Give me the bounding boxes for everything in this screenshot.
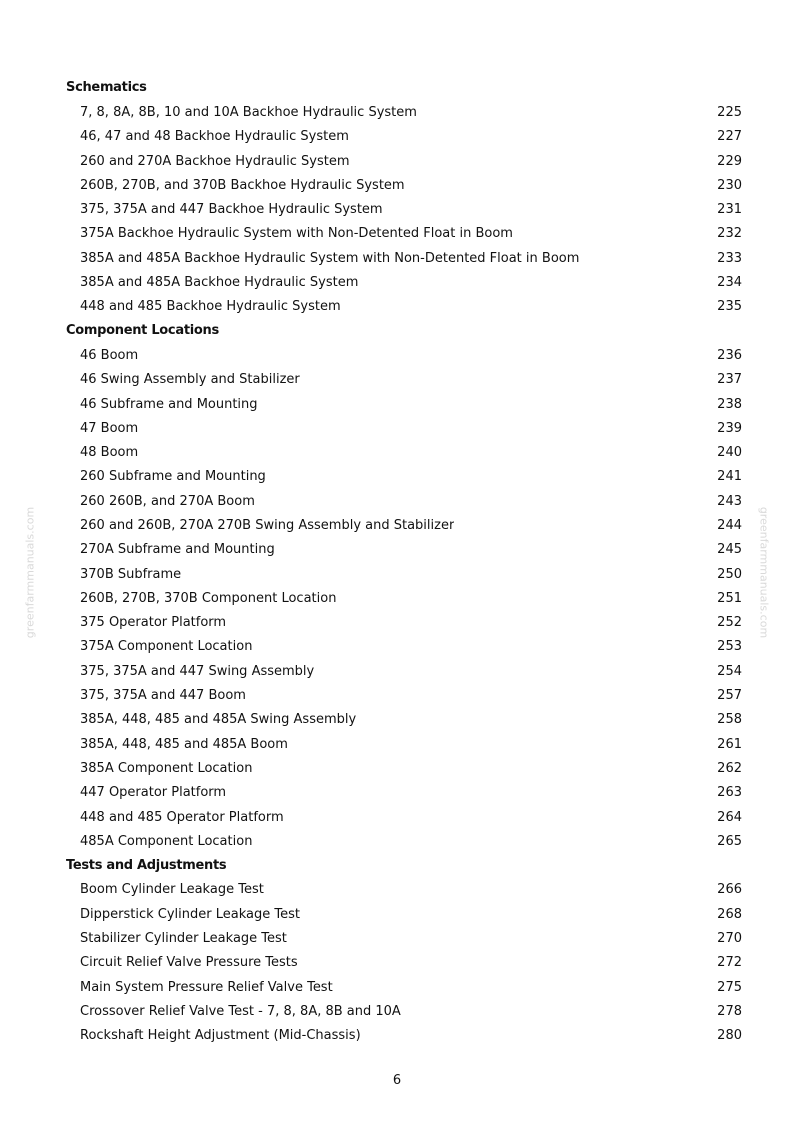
- toc-entry[interactable]: [66, 440, 742, 464]
- toc-entry[interactable]: [66, 489, 742, 513]
- toc-entry-title: 260B, 270B, and 370B Backhoe Hydraulic System: [80, 177, 405, 193]
- toc-entry-page: 240: [717, 445, 742, 461]
- toc-entry[interactable]: [66, 756, 742, 780]
- toc-entry[interactable]: [66, 708, 742, 732]
- toc-entry[interactable]: [66, 635, 742, 659]
- toc-entry-title: 448 and 485 Backhoe Hydraulic System: [80, 299, 341, 315]
- toc-entry[interactable]: [66, 125, 742, 149]
- toc-entry-title: 260B, 270B, 370B Component Location: [80, 590, 337, 606]
- toc-entry[interactable]: [66, 222, 742, 246]
- toc-entry[interactable]: [66, 878, 742, 902]
- page-number: 6: [392, 1073, 402, 1088]
- toc-entry-page: 237: [717, 372, 742, 388]
- toc-entry-page: 252: [717, 615, 742, 631]
- toc-entry[interactable]: [66, 246, 742, 270]
- toc-entry-page: 262: [717, 760, 742, 776]
- toc-entry-page: 263: [717, 785, 742, 801]
- table-of-contents: [66, 76, 742, 1048]
- toc-entry-page: 225: [717, 104, 742, 120]
- toc-entry-title: 385A Component Location: [80, 760, 253, 776]
- toc-entry-title: Circuit Relief Valve Pressure Tests: [80, 955, 298, 971]
- toc-entry-page: 268: [717, 906, 742, 922]
- toc-entry[interactable]: [66, 416, 742, 440]
- toc-entry-page: 232: [717, 226, 742, 242]
- toc-entry-page: 250: [717, 566, 742, 582]
- toc-entry-title: 375, 375A and 447 Boom: [80, 688, 246, 704]
- toc-entry[interactable]: [66, 829, 742, 853]
- toc-entry[interactable]: [66, 1024, 742, 1048]
- toc-entry-page: 270: [717, 931, 742, 947]
- toc-entry-page: 233: [717, 250, 742, 266]
- toc-entry-title: 447 Operator Platform: [80, 785, 227, 801]
- toc-entry[interactable]: [66, 975, 742, 999]
- toc-entry-title: 46 Swing Assembly and Stabilizer: [80, 372, 300, 388]
- toc-entry[interactable]: [66, 295, 742, 319]
- toc-entry[interactable]: [66, 781, 742, 805]
- toc-entry-title: Rockshaft Height Adjustment (Mid-Chassis): [80, 1028, 361, 1044]
- toc-entry-title: 448 and 485 Operator Platform: [80, 809, 284, 825]
- toc-entry-page: 229: [717, 153, 742, 169]
- toc-entry-title: 260 and 270A Backhoe Hydraulic System: [80, 153, 350, 169]
- toc-entry-page: 234: [717, 275, 742, 291]
- toc-entry-title: Stabilizer Cylinder Leakage Test: [80, 931, 287, 947]
- toc-entry-title: 485A Component Location: [80, 833, 253, 849]
- toc-entry[interactable]: [66, 149, 742, 173]
- toc-entry[interactable]: [66, 270, 742, 294]
- toc-entry-page: 266: [717, 882, 742, 898]
- toc-entry-page: 258: [717, 712, 742, 728]
- toc-entry-page: 261: [717, 736, 742, 752]
- toc-entry-page: 244: [717, 517, 742, 533]
- toc-entry-page: 236: [717, 347, 742, 363]
- toc-entry[interactable]: [66, 538, 742, 562]
- toc-entry-page: 264: [717, 809, 742, 825]
- toc-entry-title: 375A Component Location: [80, 639, 253, 655]
- toc-entry-page: 235: [717, 299, 742, 315]
- toc-entry-page: 238: [717, 396, 742, 412]
- toc-entry-page: 257: [717, 688, 742, 704]
- toc-entry-title: 370B Subframe: [80, 566, 182, 582]
- toc-entry[interactable]: [66, 586, 742, 610]
- toc-entry-title: 46 Boom: [80, 347, 139, 363]
- toc-entry-title: 385A and 485A Backhoe Hydraulic System with Non-Detented Float in Boom: [80, 250, 580, 266]
- toc-entry-title: 47 Boom: [80, 420, 139, 436]
- section-heading: Tests and Adjustments: [66, 857, 227, 873]
- toc-entry-title: 385A, 448, 485 and 485A Swing Assembly: [80, 712, 357, 728]
- toc-entry-title: 375, 375A and 447 Backhoe Hydraulic System: [80, 202, 383, 218]
- toc-entry-page: 245: [717, 542, 742, 558]
- toc-entry-page: 230: [717, 177, 742, 193]
- toc-entry-page: 241: [717, 469, 742, 485]
- toc-entry-title: 375A Backhoe Hydraulic System with Non-Detented Float in Boom: [80, 226, 513, 242]
- toc-entry-page: 239: [717, 420, 742, 436]
- toc-entry[interactable]: [66, 368, 742, 392]
- toc-entry-page: 251: [717, 590, 742, 606]
- toc-entry-page: 231: [717, 202, 742, 218]
- watermark-right: greenfarmmanuals.com: [757, 506, 771, 639]
- toc-entry[interactable]: [66, 343, 742, 367]
- toc-entry[interactable]: [66, 611, 742, 635]
- toc-entry-title: 46 Subframe and Mounting: [80, 396, 258, 412]
- toc-entry-title: 46, 47 and 48 Backhoe Hydraulic System: [80, 129, 349, 145]
- toc-entry-title: 48 Boom: [80, 445, 139, 461]
- toc-entry-title: Boom Cylinder Leakage Test: [80, 882, 264, 898]
- toc-entry[interactable]: [66, 805, 742, 829]
- toc-entry-title: Dipperstick Cylinder Leakage Test: [80, 906, 300, 922]
- toc-entry-title: 270A Subframe and Mounting: [80, 542, 275, 558]
- toc-entry[interactable]: [66, 197, 742, 221]
- toc-entry[interactable]: [66, 465, 742, 489]
- toc-entry-title: 375 Operator Platform: [80, 615, 227, 631]
- section-heading: Schematics: [66, 80, 147, 95]
- toc-entry-page: 272: [717, 955, 742, 971]
- toc-entry-title: Crossover Relief Valve Test - 7, 8, 8A, 8B and 10A: [80, 1003, 401, 1019]
- toc-entry[interactable]: [66, 951, 742, 975]
- toc-entry[interactable]: [66, 562, 742, 586]
- toc-entry-page: 227: [717, 129, 742, 145]
- toc-entry-page: 280: [717, 1028, 742, 1044]
- toc-entry[interactable]: [66, 902, 742, 926]
- toc-entry-page: 243: [717, 493, 742, 509]
- toc-entry[interactable]: [66, 926, 742, 950]
- toc-entry-page: 254: [717, 663, 742, 679]
- toc-entry[interactable]: [66, 173, 742, 197]
- toc-entry[interactable]: [66, 100, 742, 124]
- toc-entry-title: 7, 8, 8A, 8B, 10 and 10A Backhoe Hydraulic System: [80, 104, 417, 120]
- toc-entry-title: 385A and 485A Backhoe Hydraulic System: [80, 275, 359, 291]
- toc-entry-title: Main System Pressure Relief Valve Test: [80, 979, 333, 995]
- section-heading: Component Locations: [66, 322, 219, 338]
- toc-entry-page: 278: [717, 1003, 742, 1019]
- toc-entry-title: 260 and 260B, 270A 270B Swing Assembly and Stabilizer: [80, 517, 455, 533]
- toc-entry-page: 275: [717, 979, 742, 995]
- toc-entry[interactable]: [66, 392, 742, 416]
- toc-entry[interactable]: [66, 683, 742, 707]
- toc-entry-page: 253: [717, 639, 742, 655]
- toc-entry-title: 260 260B, and 270A Boom: [80, 493, 255, 509]
- toc-entry-title: 375, 375A and 447 Swing Assembly: [80, 663, 315, 679]
- watermark-left: greenfarmmanuals.com: [23, 506, 37, 639]
- toc-entry[interactable]: [66, 999, 742, 1023]
- toc-entry[interactable]: [66, 659, 742, 683]
- toc-entry-title: 385A, 448, 485 and 485A Boom: [80, 736, 288, 752]
- toc-entry[interactable]: [66, 732, 742, 756]
- toc-entry-page: 265: [717, 833, 742, 849]
- toc-entry-title: 260 Subframe and Mounting: [80, 469, 266, 485]
- toc-entry[interactable]: [66, 513, 742, 537]
